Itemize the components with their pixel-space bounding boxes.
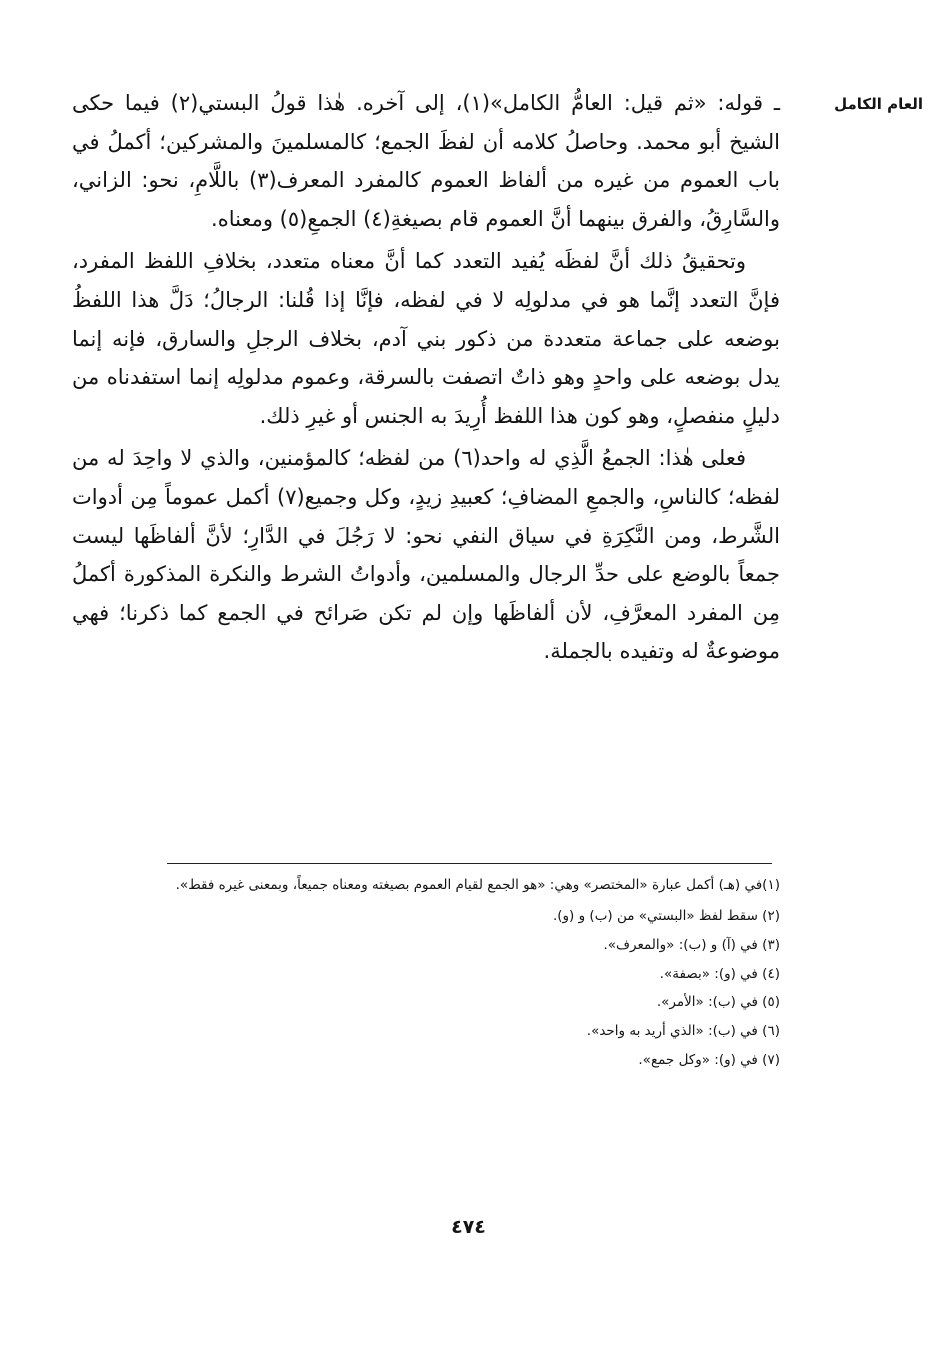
- main-text: [72, 84, 780, 671]
- paragraph-1: ـ قوله: «ثم قيل: العامُّ الكامل»(١)، إلى آخره. هٰذا قولُ البستي(٢) فيما حكى الشيخ أبو محمد. وحاصلُ كلامه أن لفظَ الجمع؛ كالمسلمينَ والمشركين؛ أكملُ في باب العموم من غيره من ألفاظ العموم كالمفرد المعرف(٣) باللَّامِ، نحو: الزاني، والسَّارِقُ، والفرق بينهما أنَّ العموم قام بصيغةِ(٤) الجمعِ(٥) ومعناه.: [72, 91, 781, 231]
- footnote-3: (٣) في (آ) و (ب): «والمعرف».: [603, 936, 780, 953]
- footnotes: [72, 874, 780, 1075]
- footnote-divider: [167, 863, 772, 864]
- footnote-5: (٥) في (ب): «الأمر».: [656, 994, 780, 1011]
- footnote-1: (١)في (هـ) أكمل عبارة «المختصر» وهي: «هو الجمع لقيام العموم بصيغته ومعناه جميعاً، وبمعنى غيره فقط».: [175, 877, 780, 893]
- footnote-7: (٧) في (و): «وكل جمع».: [638, 1051, 780, 1068]
- footnote-6: (٦) في (ب): «الذي أريد به واحد».: [586, 1023, 780, 1040]
- margin-note: العام الكامل: [834, 95, 923, 113]
- footnote-2: (٢) سقط لفظ «البستي» من (ب) و (و).: [552, 908, 780, 924]
- footnote-4: (٤) في (و): «بصفة».: [659, 965, 780, 982]
- paragraph-3: فعلى هٰذا: الجمعُ الَّذِي له واحد(٦) من لفظه؛ كالمؤمنين، والذي لا واحِدَ له من لفظه؛ كالناسِ، والجمعِ المضافِ؛ كعبيدِ زيدٍ، وكل وجميع(٧) أكمل عموماً مِن أدوات الشَّرط، ومن النَّكِرَةِ في سياق النفي نحو: لا رَجُلَ في الدَّارِ؛ لأنَّ ألفاظَها ليست جمعاً بالوضع على حدِّ الرجال والمسلمين، وأدواتُ الشرط والنكرة المذكورة أكملُ مِن المفرد المعرَّفِ، لأن ألفاظَها وإن لم تكن صَرائح في الجمع كما ذكرنا؛ فهي موضوعةٌ له وتفيده بالجملة.: [72, 446, 780, 664]
- paragraph-2: وتحقيقُ ذلك أنَّ لفظَه يُفيد التعدد كما أنَّ معناه متعدد، بخلافِ اللفظ المفرد، فإنَّ التعدد إنَّما هو في مدلولِه لا في لفظه، فإنَّا إذا قُلنا: الرجالُ؛ دَلَّ هذا اللفظُ بوضعه على جماعة متعددة من ذكور بني آدم، بخلاف الرجلِ والسارق، فإنه إنما يدل بوضعه على واحدٍ وهو ذاتٌ اتصفت بالسرقة، وعموم مدلولِه إنما استفدناه من دليلٍ منفصلٍ، وهو كون هذا اللفظ أُرِيدَ به الجنس أو غيرِ ذلك.: [72, 249, 780, 428]
- page-number: ٤٧٤: [451, 1216, 486, 1238]
